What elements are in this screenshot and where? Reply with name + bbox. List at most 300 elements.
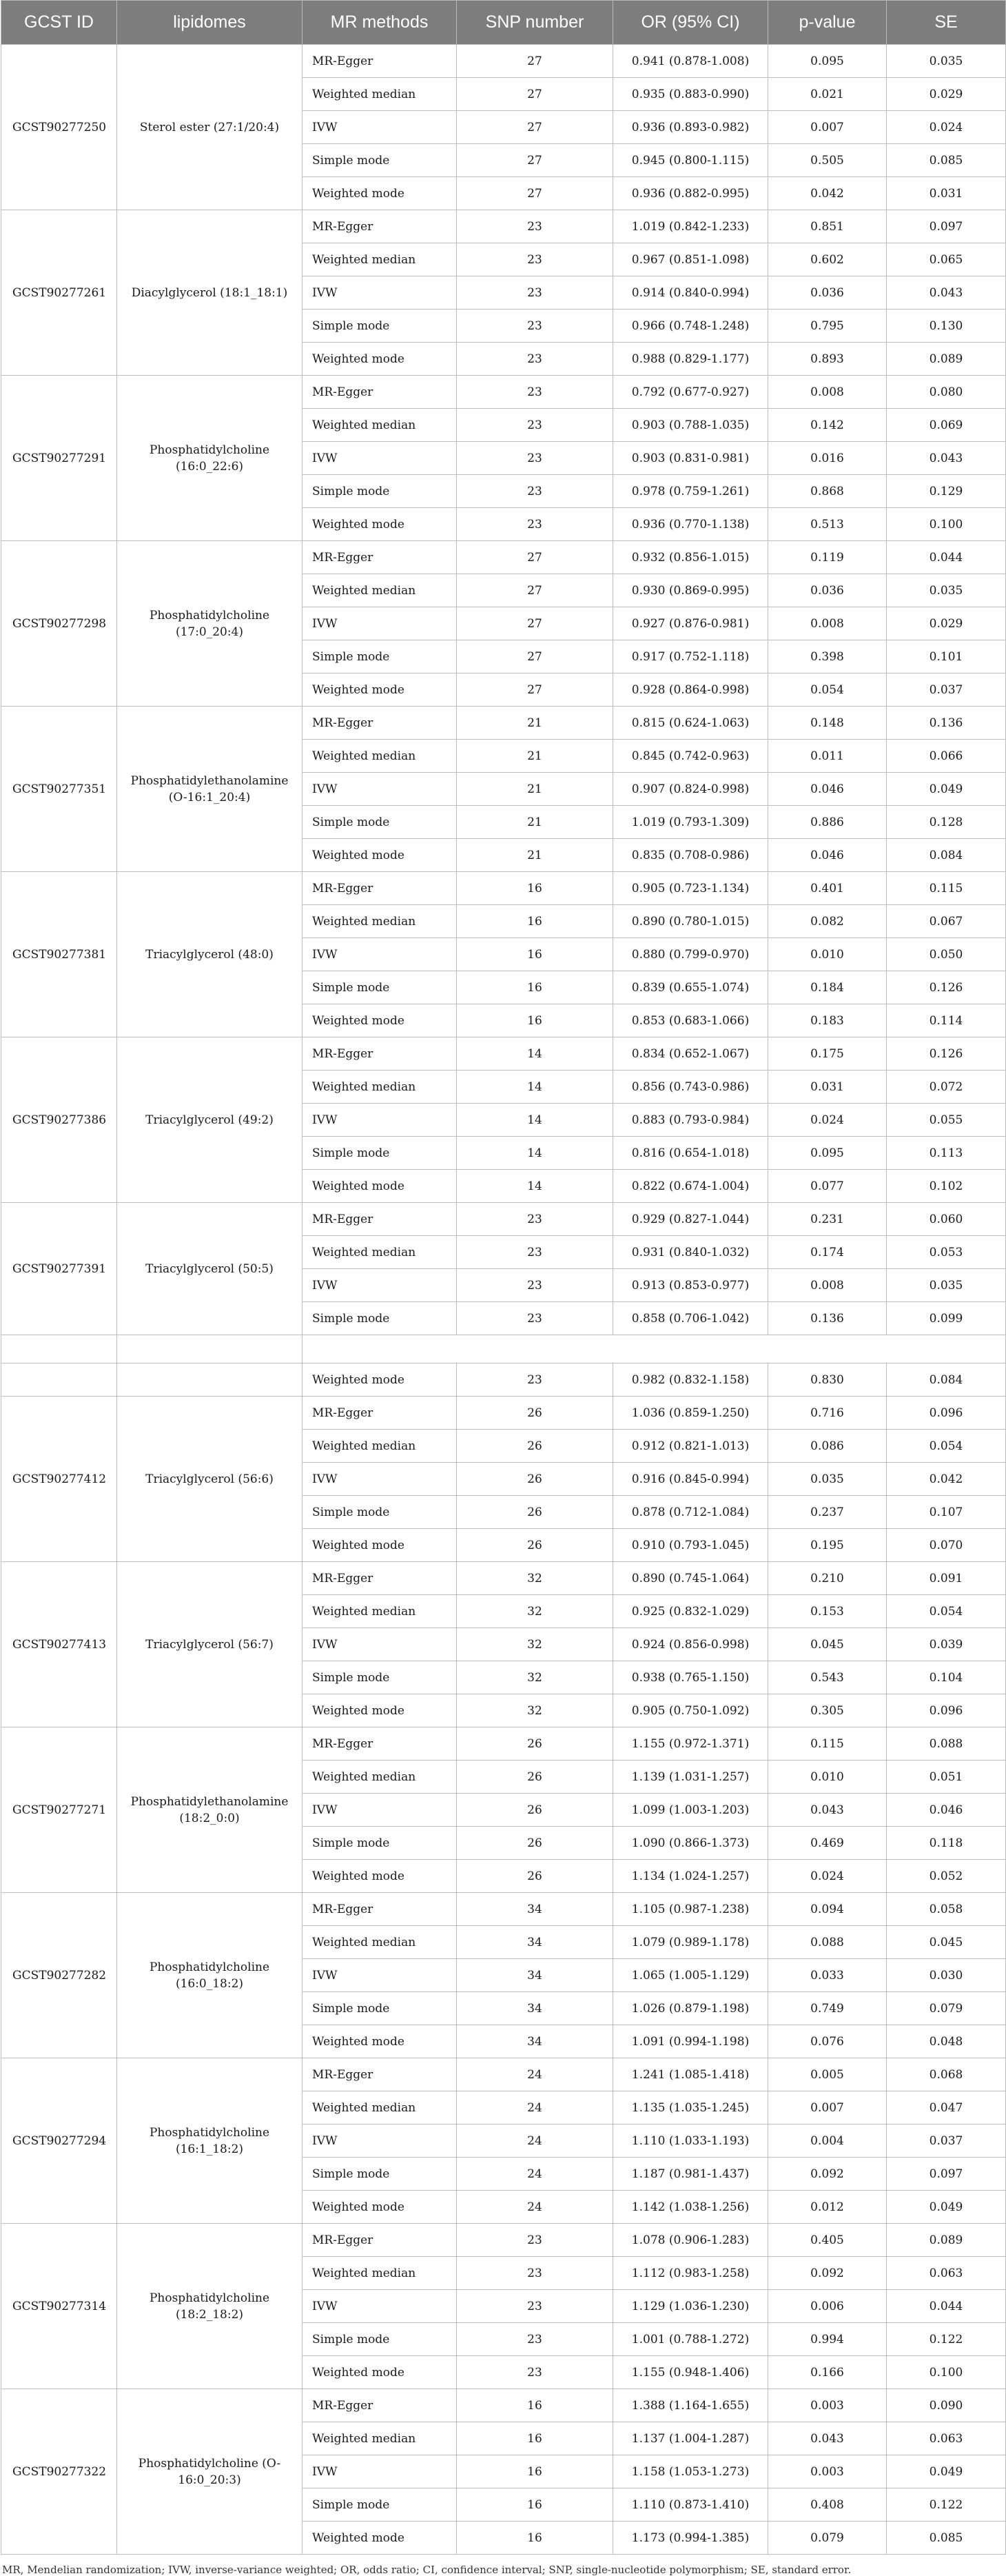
gcst-id-cell: GCST90277250: [1, 45, 117, 210]
odds-ratio-cell: 0.982 (0.832-1.158): [613, 1363, 768, 1397]
se-cell: 0.090: [887, 2389, 1006, 2422]
p-value-cell: 0.795: [768, 310, 887, 343]
lipidome-cell: Phosphatidylcholine (16:0_18:2): [117, 1893, 302, 2058]
p-value-cell: 0.031: [768, 1071, 887, 1104]
p-value-cell: 0.183: [768, 1004, 887, 1037]
odds-ratio-cell: 0.938 (0.765-1.150): [613, 1661, 768, 1694]
lipidome-cell: Phosphatidylcholine (18:2_18:2): [117, 2224, 302, 2389]
odds-ratio-cell: 1.036 (0.859-1.250): [613, 1397, 768, 1430]
snp-number-cell: 16: [457, 2422, 613, 2455]
snp-number-cell: 27: [457, 574, 613, 607]
snp-number-cell: 26: [457, 1463, 613, 1496]
snp-number-cell: 34: [457, 2025, 613, 2058]
table-row: [1, 872, 1006, 905]
p-value-cell: 0.136: [768, 1302, 887, 1335]
se-cell: 0.049: [887, 2191, 1006, 2224]
mr-method-cell: Simple mode: [302, 806, 457, 839]
odds-ratio-cell: 0.856 (0.743-0.986): [613, 1071, 768, 1104]
column-header-gcst-id: GCST ID: [1, 1, 117, 45]
p-value-cell: 0.231: [768, 1203, 887, 1236]
odds-ratio-cell: 0.903 (0.831-0.981): [613, 442, 768, 475]
mr-method-cell: Weighted mode: [302, 2356, 457, 2389]
snp-number-cell: 14: [457, 1037, 613, 1071]
snp-number-cell: 23: [457, 1236, 613, 1269]
p-value-cell: 0.094: [768, 1893, 887, 1926]
p-value-cell: 0.024: [768, 1104, 887, 1137]
p-value-cell: 0.043: [768, 1794, 887, 1827]
mr-method-cell: Weighted mode: [302, 177, 457, 210]
odds-ratio-cell: 0.932 (0.856-1.015): [613, 541, 768, 574]
se-cell: 0.088: [887, 1727, 1006, 1761]
p-value-cell: 0.082: [768, 905, 887, 938]
p-value-cell: 0.830: [768, 1363, 887, 1397]
snp-number-cell: 23: [457, 1363, 613, 1397]
mr-method-cell: MR-Egger: [302, 1037, 457, 1071]
odds-ratio-cell: 1.026 (0.879-1.198): [613, 1992, 768, 2025]
snp-number-cell: 26: [457, 1496, 613, 1529]
se-cell: 0.065: [887, 243, 1006, 276]
se-cell: 0.048: [887, 2025, 1006, 2058]
mr-method-cell: Weighted mode: [302, 1363, 457, 1397]
p-value-cell: 0.119: [768, 541, 887, 574]
se-cell: 0.044: [887, 541, 1006, 574]
odds-ratio-cell: 1.173 (0.994-1.385): [613, 2522, 768, 2555]
se-cell: 0.084: [887, 839, 1006, 872]
odds-ratio-cell: 0.941 (0.878-1.008): [613, 45, 768, 78]
snp-number-cell: 23: [457, 1203, 613, 1236]
mr-method-cell: Simple mode: [302, 475, 457, 508]
table-header: [1, 1, 1006, 45]
snp-number-cell: 21: [457, 806, 613, 839]
p-value-cell: 0.115: [768, 1727, 887, 1761]
snp-number-cell: 32: [457, 1595, 613, 1628]
se-cell: 0.051: [887, 1761, 1006, 1794]
mr-method-cell: IVW: [302, 1959, 457, 1992]
snp-number-cell: 23: [457, 2224, 613, 2257]
column-header-p-value: p-value: [768, 1, 887, 45]
lipidome-cell: Phosphatidylcholine (17:0_20:4): [117, 541, 302, 707]
odds-ratio-cell: 1.105 (0.987-1.238): [613, 1893, 768, 1926]
se-cell: 0.067: [887, 905, 1006, 938]
odds-ratio-cell: 0.931 (0.840-1.032): [613, 1236, 768, 1269]
se-cell: 0.089: [887, 2224, 1006, 2257]
snp-number-cell: 23: [457, 2290, 613, 2323]
se-cell: 0.035: [887, 45, 1006, 78]
p-value-cell: 0.035: [768, 1463, 887, 1496]
se-cell: 0.039: [887, 1628, 1006, 1661]
snp-number-cell: 21: [457, 839, 613, 872]
table-row: [1, 1893, 1006, 1926]
odds-ratio-cell: 0.905 (0.723-1.134): [613, 872, 768, 905]
snp-number-cell: 16: [457, 872, 613, 905]
p-value-cell: 0.893: [768, 343, 887, 376]
mr-method-cell: IVW: [302, 607, 457, 640]
mr-method-cell: Weighted median: [302, 740, 457, 773]
lipidome-cell: Phosphatidylcholine (O-16:0_20:3): [117, 2389, 302, 2555]
odds-ratio-cell: 1.099 (1.003-1.203): [613, 1794, 768, 1827]
se-cell: 0.030: [887, 1959, 1006, 1992]
se-cell: 0.097: [887, 210, 1006, 243]
empty-cell: [1, 1335, 117, 1363]
p-value-cell: 0.095: [768, 45, 887, 78]
odds-ratio-cell: 0.834 (0.652-1.067): [613, 1037, 768, 1071]
se-cell: 0.104: [887, 1661, 1006, 1694]
snp-number-cell: 21: [457, 707, 613, 740]
odds-ratio-cell: 1.139 (1.031-1.257): [613, 1761, 768, 1794]
snp-number-cell: 16: [457, 971, 613, 1004]
snp-number-cell: 34: [457, 1893, 613, 1926]
p-value-cell: 0.405: [768, 2224, 887, 2257]
lipidome-cell: Triacylglycerol (50:5): [117, 1203, 302, 1335]
p-value-cell: 0.010: [768, 1761, 887, 1794]
mr-method-cell: IVW: [302, 2124, 457, 2158]
mr-method-cell: Weighted median: [302, 1761, 457, 1794]
se-cell: 0.084: [887, 1363, 1006, 1397]
se-cell: 0.079: [887, 1992, 1006, 2025]
snp-number-cell: 14: [457, 1137, 613, 1170]
mr-method-cell: Weighted mode: [302, 2025, 457, 2058]
se-cell: 0.122: [887, 2323, 1006, 2356]
odds-ratio-cell: 0.924 (0.856-0.998): [613, 1628, 768, 1661]
p-value-cell: 0.166: [768, 2356, 887, 2389]
table-row: [1, 376, 1006, 409]
snp-number-cell: 26: [457, 1761, 613, 1794]
odds-ratio-cell: 0.966 (0.748-1.248): [613, 310, 768, 343]
odds-ratio-cell: 0.936 (0.893-0.982): [613, 111, 768, 144]
snp-number-cell: 21: [457, 773, 613, 806]
mr-method-cell: Weighted mode: [302, 1004, 457, 1037]
snp-number-cell: 16: [457, 938, 613, 971]
snp-number-cell: 24: [457, 2124, 613, 2158]
p-value-cell: 0.079: [768, 2522, 887, 2555]
lipidome-cell: Phosphatidylcholine (16:0_22:6): [117, 376, 302, 541]
lipidome-cell: Diacylglycerol (18:1_18:1): [117, 210, 302, 376]
column-header-snp-number: SNP number: [457, 1, 613, 45]
mr-method-cell: Weighted mode: [302, 2191, 457, 2224]
snp-number-cell: 32: [457, 1694, 613, 1727]
column-header-mr-methods: MR methods: [302, 1, 457, 45]
mr-method-cell: IVW: [302, 276, 457, 310]
gcst-id-cell: GCST90277322: [1, 2389, 117, 2555]
p-value-cell: 0.602: [768, 243, 887, 276]
se-cell: 0.046: [887, 1794, 1006, 1827]
snp-number-cell: 26: [457, 1529, 613, 1562]
gcst-id-cell: GCST90277261: [1, 210, 117, 376]
p-value-cell: 0.007: [768, 2091, 887, 2124]
snp-number-cell: 23: [457, 276, 613, 310]
p-value-cell: 0.033: [768, 1959, 887, 1992]
odds-ratio-cell: 0.935 (0.883-0.990): [613, 78, 768, 111]
lipidome-cell: Triacylglycerol (48:0): [117, 872, 302, 1037]
mr-method-cell: Weighted mode: [302, 1860, 457, 1893]
mr-method-cell: IVW: [302, 2455, 457, 2488]
mr-method-cell: MR-Egger: [302, 541, 457, 574]
mr-method-cell: Weighted mode: [302, 839, 457, 872]
p-value-cell: 0.505: [768, 144, 887, 177]
mr-method-cell: MR-Egger: [302, 1562, 457, 1595]
mr-method-cell: Weighted mode: [302, 343, 457, 376]
se-cell: 0.102: [887, 1170, 1006, 1203]
table-footnote: MR, Mendelian randomization; IVW, inverse-variance weighted; OR, odds ratio; CI, confidence interval; SNP, single-nucleotide polymorphism; SE, standard error.: [2, 2564, 852, 2576]
table-row: [1, 1363, 1006, 1397]
se-cell: 0.126: [887, 971, 1006, 1004]
se-cell: 0.037: [887, 673, 1006, 707]
snp-number-cell: 23: [457, 442, 613, 475]
odds-ratio-cell: 1.241 (1.085-1.418): [613, 2058, 768, 2091]
odds-ratio-cell: 0.910 (0.793-1.045): [613, 1529, 768, 1562]
odds-ratio-cell: 0.917 (0.752-1.118): [613, 640, 768, 673]
se-cell: 0.045: [887, 1926, 1006, 1959]
p-value-cell: 0.210: [768, 1562, 887, 1595]
mr-method-cell: Weighted median: [302, 1595, 457, 1628]
snp-number-cell: 21: [457, 740, 613, 773]
se-cell: 0.070: [887, 1529, 1006, 1562]
mr-method-cell: Weighted mode: [302, 1694, 457, 1727]
p-value-cell: 0.011: [768, 740, 887, 773]
p-value-cell: 0.305: [768, 1694, 887, 1727]
mr-method-cell: Weighted median: [302, 243, 457, 276]
se-cell: 0.072: [887, 1071, 1006, 1104]
lipidome-cell: Triacylglycerol (56:6): [117, 1397, 302, 1562]
p-value-cell: 0.006: [768, 2290, 887, 2323]
odds-ratio-cell: 1.110 (0.873-1.410): [613, 2488, 768, 2522]
snp-number-cell: 27: [457, 45, 613, 78]
gcst-id-cell: GCST90277413: [1, 1562, 117, 1727]
mr-method-cell: Weighted median: [302, 2422, 457, 2455]
odds-ratio-cell: 1.019 (0.842-1.233): [613, 210, 768, 243]
odds-ratio-cell: 0.880 (0.799-0.970): [613, 938, 768, 971]
snp-number-cell: 27: [457, 640, 613, 673]
snp-number-cell: 27: [457, 541, 613, 574]
snp-number-cell: 26: [457, 1794, 613, 1827]
mr-method-cell: MR-Egger: [302, 707, 457, 740]
p-value-cell: 0.045: [768, 1628, 887, 1661]
odds-ratio-cell: 1.155 (0.972-1.371): [613, 1727, 768, 1761]
header-row: [1, 1, 1006, 45]
se-cell: 0.099: [887, 1302, 1006, 1335]
snp-number-cell: 26: [457, 1430, 613, 1463]
mr-method-cell: Weighted median: [302, 905, 457, 938]
se-cell: 0.054: [887, 1595, 1006, 1628]
mr-method-cell: Weighted median: [302, 1236, 457, 1269]
snp-number-cell: 32: [457, 1562, 613, 1595]
table-body: [1, 45, 1006, 2555]
snp-number-cell: 23: [457, 508, 613, 541]
odds-ratio-cell: 1.187 (0.981-1.437): [613, 2158, 768, 2191]
p-value-cell: 0.076: [768, 2025, 887, 2058]
p-value-cell: 0.237: [768, 1496, 887, 1529]
gcst-id-cell: GCST90277381: [1, 872, 117, 1037]
mr-method-cell: Weighted mode: [302, 508, 457, 541]
snp-number-cell: 14: [457, 1104, 613, 1137]
snp-number-cell: 27: [457, 78, 613, 111]
odds-ratio-cell: 1.142 (1.038-1.256): [613, 2191, 768, 2224]
lipidome-cell: Triacylglycerol (56:7): [117, 1562, 302, 1727]
p-value-cell: 0.008: [768, 376, 887, 409]
snp-number-cell: 23: [457, 243, 613, 276]
snp-number-cell: 23: [457, 2323, 613, 2356]
p-value-cell: 0.010: [768, 938, 887, 971]
p-value-cell: 0.008: [768, 607, 887, 640]
se-cell: 0.115: [887, 872, 1006, 905]
p-value-cell: 0.003: [768, 2455, 887, 2488]
odds-ratio-cell: 0.905 (0.750-1.092): [613, 1694, 768, 1727]
se-cell: 0.129: [887, 475, 1006, 508]
se-cell: 0.058: [887, 1893, 1006, 1926]
snp-number-cell: 23: [457, 409, 613, 442]
odds-ratio-cell: 1.091 (0.994-1.198): [613, 2025, 768, 2058]
snp-number-cell: 23: [457, 343, 613, 376]
lipidome-cell: Phosphatidylethanolamine (18:2_0:0): [117, 1727, 302, 1893]
mr-method-cell: Weighted median: [302, 1430, 457, 1463]
mr-method-cell: Simple mode: [302, 144, 457, 177]
column-header-or-ci: OR (95% CI): [613, 1, 768, 45]
mr-method-cell: Weighted median: [302, 1071, 457, 1104]
mr-method-cell: IVW: [302, 938, 457, 971]
snp-number-cell: 14: [457, 1170, 613, 1203]
p-value-cell: 0.092: [768, 2158, 887, 2191]
se-cell: 0.091: [887, 1562, 1006, 1595]
table-row: [1, 1037, 1006, 1071]
gcst-id-cell: GCST90277291: [1, 376, 117, 541]
gcst-id-cell: GCST90277282: [1, 1893, 117, 2058]
odds-ratio-cell: 0.815 (0.624-1.063): [613, 707, 768, 740]
table-row: [1, 1727, 1006, 1761]
odds-ratio-cell: 0.928 (0.864-0.998): [613, 673, 768, 707]
mr-method-cell: Simple mode: [302, 1661, 457, 1694]
odds-ratio-cell: 0.839 (0.655-1.074): [613, 971, 768, 1004]
lipidome-cell: Triacylglycerol (49:2): [117, 1037, 302, 1203]
mr-method-cell: IVW: [302, 1269, 457, 1302]
odds-ratio-cell: 0.816 (0.654-1.018): [613, 1137, 768, 1170]
odds-ratio-cell: 0.822 (0.674-1.004): [613, 1170, 768, 1203]
mr-method-cell: MR-Egger: [302, 2058, 457, 2091]
se-cell: 0.126: [887, 1037, 1006, 1071]
snp-number-cell: 24: [457, 2091, 613, 2124]
se-cell: 0.063: [887, 2422, 1006, 2455]
p-value-cell: 0.401: [768, 872, 887, 905]
snp-number-cell: 26: [457, 1827, 613, 1860]
odds-ratio-cell: 1.065 (1.005-1.129): [613, 1959, 768, 1992]
table-row: [1, 2224, 1006, 2257]
se-cell: 0.101: [887, 640, 1006, 673]
se-cell: 0.130: [887, 310, 1006, 343]
mr-method-cell: MR-Egger: [302, 1893, 457, 1926]
se-cell: 0.063: [887, 2257, 1006, 2290]
p-value-cell: 0.021: [768, 78, 887, 111]
mr-method-cell: Weighted median: [302, 409, 457, 442]
mr-method-cell: MR-Egger: [302, 2389, 457, 2422]
p-value-cell: 0.851: [768, 210, 887, 243]
p-value-cell: 0.175: [768, 1037, 887, 1071]
se-cell: 0.031: [887, 177, 1006, 210]
se-cell: 0.100: [887, 2356, 1006, 2389]
mr-method-cell: MR-Egger: [302, 376, 457, 409]
mr-method-cell: MR-Egger: [302, 210, 457, 243]
table-row-blank: [1, 1335, 1006, 1363]
table-row: [1, 1562, 1006, 1595]
odds-ratio-cell: 0.903 (0.788-1.035): [613, 409, 768, 442]
p-value-cell: 0.008: [768, 1269, 887, 1302]
odds-ratio-cell: 0.883 (0.793-0.984): [613, 1104, 768, 1137]
odds-ratio-cell: 0.858 (0.706-1.042): [613, 1302, 768, 1335]
snp-number-cell: 23: [457, 475, 613, 508]
p-value-cell: 0.749: [768, 1992, 887, 2025]
table-row: [1, 210, 1006, 243]
p-value-cell: 0.077: [768, 1170, 887, 1203]
odds-ratio-cell: 0.967 (0.851-1.098): [613, 243, 768, 276]
odds-ratio-cell: 0.916 (0.845-0.994): [613, 1463, 768, 1496]
p-value-cell: 0.036: [768, 574, 887, 607]
odds-ratio-cell: 1.078 (0.906-1.283): [613, 2224, 768, 2257]
lipidome-cell: Phosphatidylethanolamine (O-16:1_20:4): [117, 707, 302, 872]
snp-number-cell: 23: [457, 2257, 613, 2290]
p-value-cell: 0.153: [768, 1595, 887, 1628]
table-row: [1, 707, 1006, 740]
snp-number-cell: 34: [457, 1959, 613, 1992]
se-cell: 0.049: [887, 773, 1006, 806]
p-value-cell: 0.716: [768, 1397, 887, 1430]
mr-method-cell: IVW: [302, 1628, 457, 1661]
p-value-cell: 0.024: [768, 1860, 887, 1893]
mr-method-cell: MR-Egger: [302, 1203, 457, 1236]
se-cell: 0.118: [887, 1827, 1006, 1860]
se-cell: 0.050: [887, 938, 1006, 971]
se-cell: 0.080: [887, 376, 1006, 409]
se-cell: 0.042: [887, 1463, 1006, 1496]
p-value-cell: 0.148: [768, 707, 887, 740]
table-row: [1, 2058, 1006, 2091]
lipidome-cell: Phosphatidylcholine (16:1_18:2): [117, 2058, 302, 2224]
snp-number-cell: 16: [457, 2522, 613, 2555]
p-value-cell: 0.195: [768, 1529, 887, 1562]
se-cell: 0.053: [887, 1236, 1006, 1269]
mr-method-cell: Simple mode: [302, 2488, 457, 2522]
se-cell: 0.066: [887, 740, 1006, 773]
snp-number-cell: 32: [457, 1661, 613, 1694]
se-cell: 0.055: [887, 1104, 1006, 1137]
mr-method-cell: Simple mode: [302, 2323, 457, 2356]
snp-number-cell: 26: [457, 1860, 613, 1893]
snp-number-cell: 34: [457, 1926, 613, 1959]
snp-number-cell: 16: [457, 905, 613, 938]
table-row: [1, 1203, 1006, 1236]
mr-method-cell: IVW: [302, 2290, 457, 2323]
se-cell: 0.068: [887, 2058, 1006, 2091]
odds-ratio-cell: 0.925 (0.832-1.029): [613, 1595, 768, 1628]
snp-number-cell: 27: [457, 111, 613, 144]
odds-ratio-cell: 1.090 (0.866-1.373): [613, 1827, 768, 1860]
gcst-id-cell: GCST90277298: [1, 541, 117, 707]
snp-number-cell: 24: [457, 2058, 613, 2091]
odds-ratio-cell: 0.907 (0.824-0.998): [613, 773, 768, 806]
odds-ratio-cell: 1.112 (0.983-1.258): [613, 2257, 768, 2290]
odds-ratio-cell: 0.936 (0.770-1.138): [613, 508, 768, 541]
p-value-cell: 0.095: [768, 1137, 887, 1170]
p-value-cell: 0.868: [768, 475, 887, 508]
p-value-cell: 0.016: [768, 442, 887, 475]
odds-ratio-cell: 1.019 (0.793-1.309): [613, 806, 768, 839]
empty-cell: [117, 1363, 302, 1397]
mr-method-cell: IVW: [302, 1463, 457, 1496]
p-value-cell: 0.086: [768, 1430, 887, 1463]
odds-ratio-cell: 0.913 (0.853-0.977): [613, 1269, 768, 1302]
snp-number-cell: 16: [457, 2389, 613, 2422]
se-cell: 0.089: [887, 343, 1006, 376]
p-value-cell: 0.994: [768, 2323, 887, 2356]
odds-ratio-cell: 0.845 (0.742-0.963): [613, 740, 768, 773]
se-cell: 0.054: [887, 1430, 1006, 1463]
